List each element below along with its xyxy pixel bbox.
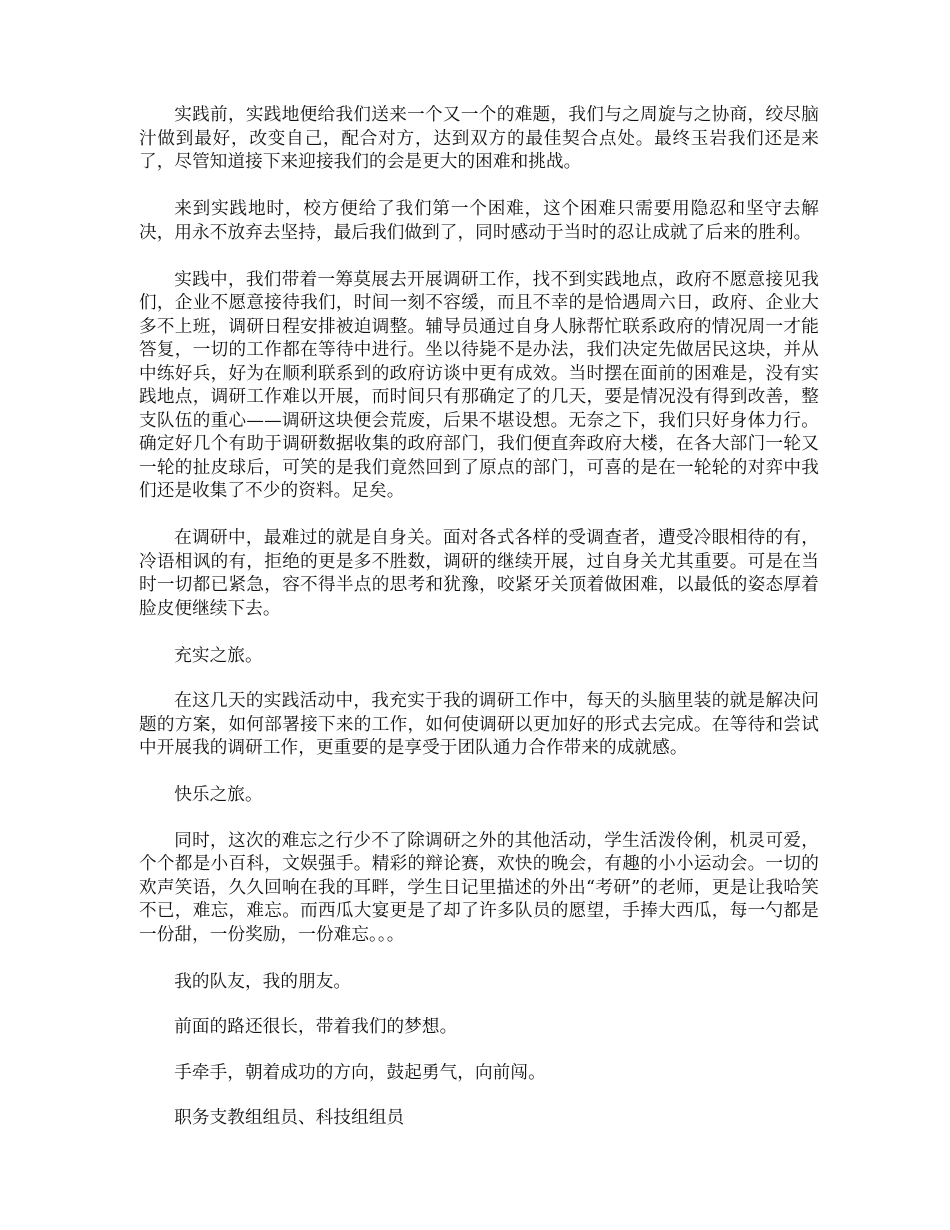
section-heading-fulfilling-journey: 充实之旅。	[174, 645, 263, 666]
paragraph-fulfilling: 在这几天的实践活动中，我充实于我的调研工作中，每天的头脑里装的就是解决问题的方案，如何部署接下来的工作，如何使调研以更加好的形式去完成。在等待和尝试中开展我的调研工作，更重要的是享受于团队通力合作带来的成就感。	[139, 691, 819, 758]
paragraph-practice-before: 实践前，实践地便给我们送来一个又一个的难题，我们与之周旋与之协商，绞尽脑汁做到最好，改变自己，配合对方，达到双方的最佳契合点处。最终玉岩我们还是来了，尽管知道接下来迎接我们的会是更大的困难和挑战。	[139, 105, 819, 172]
paragraph-arrival: 来到实践地时，校方便给了我们第一个困难，这个困难只需要用隐忍和坚守去解决，用永不放弃去坚持，最后我们做到了，同时感动于当时的忍让成就了后来的胜利。	[139, 199, 819, 243]
paragraph-survey-difficulty: 在调研中，最难过的就是自身关。面对各式各样的受调查者，遭受冷眼相待的有，冷语相讽的有，拒绝的更是多不胜数，调研的继续开展，过自身关尤其重要。可是在当时一切都已紧急，容不得半点的思考和犹豫，咬紧牙关顶着做困难，以最低的姿态厚着脸皮便继续下去。	[139, 528, 819, 619]
section-heading-happy-journey: 快乐之旅。	[174, 785, 263, 805]
document-body	[139, 104, 819, 1153]
paragraph-during-practice: 实践中，我们带着一筹莫展去开展调研工作，找不到实践地点，政府不愿意接见我们，企业不愿意接待我们，时间一刻不容缓，而且不幸的是恰遇周六日，政府、企业大多不上班，调研日程安排被迫调整。辅导员通过自身人脉帮忙联系政府的情况周一才能答复，一切的工作都在等待中进行。坐以待毙不是办法，我们决定先做居民这块，并从中练好兵，好为在顺利联系到的政府访谈中更有成效。当时摆在面前的困难是，没有实践地点，调研工作难以开展，而时间只有那确定了的几天，要是情况没有得到改善，整支队伍的重心——调研这块便会荒废，后果不堪设想。无奈之下，我们只好身体力行。确定好几个有助于调研数据收集的政府部门，我们便直奔政府大楼，在各大部门一轮又一轮的扯皮球后，可笑的是我们竟然回到了原点的部门，可喜的是在一轮轮的对弈中我们还是收集了不少的资料。足矣。	[139, 269, 819, 501]
paragraph-hand-in-hand: 手牵手，朝着成功的方向，鼓起勇气，向前闯。	[174, 1062, 546, 1083]
paragraph-teammates: 我的队友，我的朋友。	[174, 971, 352, 992]
paragraph-role: 职务支教组组员、科技组组员	[174, 1108, 405, 1128]
paragraph-happy: 同时，这次的难忘之行少不了除调研之外的其他活动，学生活泼伶俐，机灵可爱，个个都是小百科，文娱强手。精彩的辩论赛，欢快的晚会，有趣的小小运动会。一切的欢声笑语，久久回响在我的耳畔，学生日记里描述的外出“考研”的老师，更是让我哈笑不已，难忘，难忘。而西瓜大宴更是了却了许多队员的愿望，手捧大西瓜，每一勺都是一份甜，一份奖励，一份难忘。。。	[139, 830, 819, 945]
paragraph-road-ahead: 前面的路还很长，带着我们的梦想。	[174, 1017, 458, 1037]
